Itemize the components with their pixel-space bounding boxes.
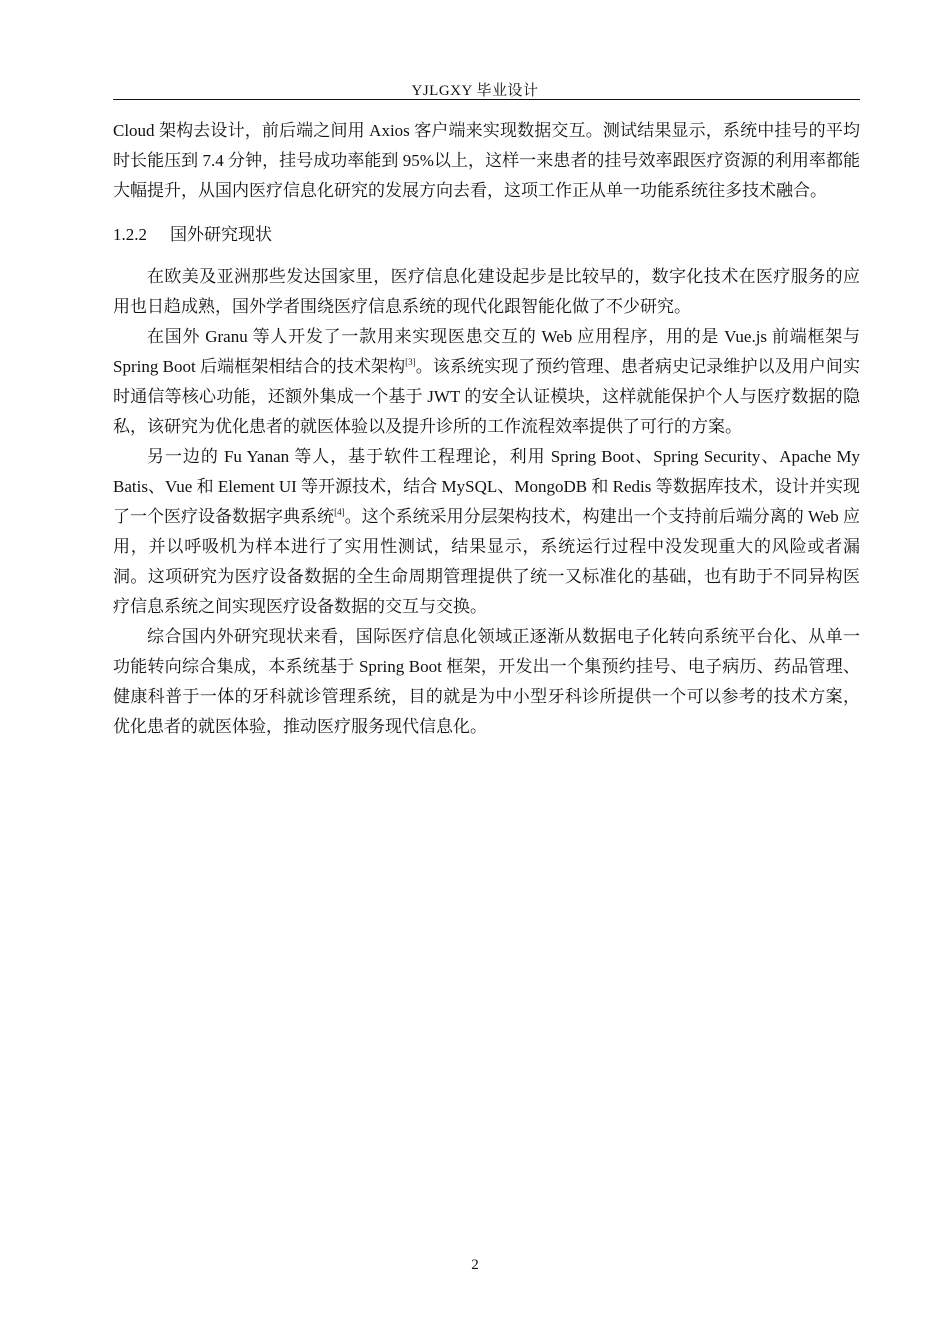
paragraph-summary: 综合国内外研究现状来看，国际医疗信息化领域正逐渐从数据电子化转向系统平台化、从单一功能转向综合集成，本系统基于 Spring Boot 框架，开发出一个集预约挂号、电子病历、药品管理、健康科普于一体的牙科就诊管理系统，目的就是为中小型牙科诊所提供一个可以参考的技术方案，优化患者的就医体验，推动医疗服务现代信息化。 <box>113 627 860 736</box>
paragraph-continued: Cloud 架构去设计，前后端之间用 Axios 客户端来实现数据交互。测试结果显示，系统中挂号的平均时长能压到 7.4 分钟，挂号成功率能到 95%以上，这样一来患者的挂号效率跟医疗资源的利用率都能大幅提升，从国内医疗信息化研究的发展方向去看，这项工作正从单一功能系统往多技术融合。 <box>113 121 860 200</box>
citation-ref: [3] <box>405 357 416 367</box>
paragraph-overview: 在欧美及亚洲那些发达国家里，医疗信息化建设起步是比较早的，数字化技术在医疗服务的应用也日趋成熟，国外学者围绕医疗信息系统的现代化跟智能化做了不少研究。 <box>113 267 860 316</box>
section-heading <box>113 220 860 250</box>
paragraph-text: 在国外 Granu 等人开发了一款用来实现医患交互的 Web 应用程序，用的是 Vue.js 前端框架与 Spring Boot 后端框架相结合的技术架构 <box>113 327 860 376</box>
header-rule <box>113 99 860 100</box>
paragraph-fu-yanan <box>113 442 860 622</box>
paragraph-text: 另一边的 Fu Yanan 等人，基于软件工程理论，利用 Spring Boot、Spring Security、Apache My Batis、Vue 和 Element UI 等开源技术，结合 MySQL、MongoDB 和 Redis 等数据库技术，设计并实现了一个医疗设备数据字典系统 <box>113 447 860 526</box>
body-text <box>113 116 860 742</box>
paragraph-text: 。这个系统采用分层架构技术，构建出一个支持前后端分离的 Web 应用，并以呼吸机为样本进行了实用性测试，结果显示，系统运行过程中没发现重大的风险或者漏洞。这项研究为医疗设备数据的全生命周期管理提供了统一又标准化的基础，也有助于不同异构医疗信息系统之间实现医疗设备数据的交互与交换。 <box>113 507 861 616</box>
citation-ref: [4] <box>334 507 345 517</box>
paragraph-granu <box>113 322 860 442</box>
paragraph-text: 。该系统实现了预约管理、患者病史记录维护以及用户间实时通信等核心功能，还额外集成一个基于 JWT 的安全认证模块，这样就能保护个人与医疗数据的隐私，该研究为优化患者的就医体验以及提升诊所的工作流程效率提供了可行的方案。 <box>113 357 861 436</box>
page-number: 2 <box>471 1257 479 1273</box>
page-header: YJLGXY 毕业设计 <box>411 83 539 99</box>
section-number: 1.2.2 <box>113 225 147 244</box>
section-title: 国外研究现状 <box>170 225 272 244</box>
